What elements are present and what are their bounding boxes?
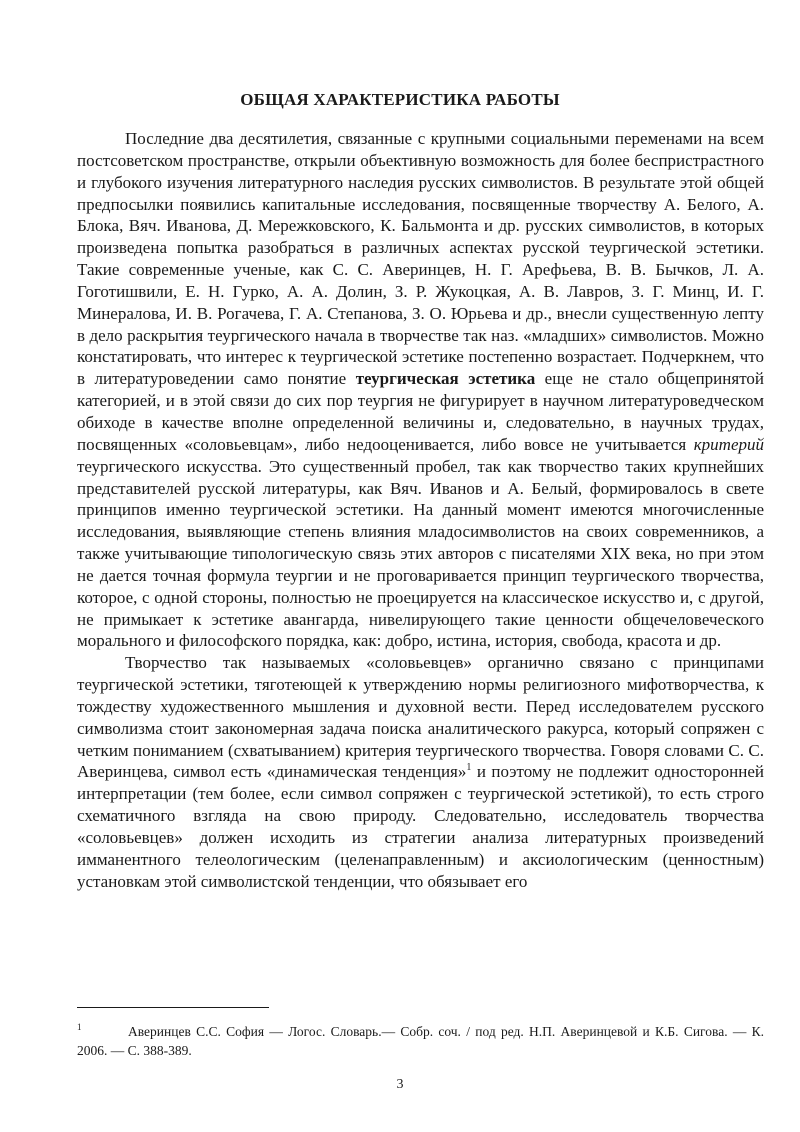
- body-text: [77, 128, 764, 893]
- footnote-text: Аверинцев С.С. София — Логос. Словарь.— Собр. соч. / под ред. Н.П. Аверинцевой и К.Б. Сигова. — К. 2006. — С. 388-389.: [77, 1024, 764, 1058]
- footnote: [77, 1022, 764, 1060]
- italic-term: критерий: [693, 434, 764, 454]
- paragraph-1-part-2: еще не стало общепринятой категорией, и в этой связи до сих пор теургия не фигурирует в научном литературоведческом обиходе в качестве вполне определенной величины и, следовательно, в научных трудах, посвященных «соловьевцам», либо недооценивается, либо вовсе не учитывается: [77, 369, 764, 454]
- paragraph-2-part-1: Творчество так называемых «соловьевцев» органично связано с принципами теургической эстетики, тяготеющей к утверждению нормы религиозного мифотворчества, к тождеству художественного мышления и духовной вести. Перед исследователем русского символизма стоит закономерная задача поиска аналитического ракурса, который сопряжен с четким пониманием (схватыванием) критерия теургического творчества. Говоря словами С. С. Аверинцева, символ есть «динамическая тенденция»: [77, 653, 764, 782]
- paragraph-1-part-1: Последние два десятилетия, связанные с крупными социальными переменами на всем постсоветском пространстве, открыли объективную возможность для более беспристрастного и глубокого изучения литературного наследия русских символистов. В результате этой общей предпосылки появились капитальные исследования, посвященные творчеству А. Белого, А. Блока, Вяч. Иванова, Д. Мережковского, К. Бальмонта и др. русских символистов, в которых произведена попытка разобраться в различных аспектах русской теургической эстетики. Такие современные ученые, как С. С. Аверинцев, Н. Г. Арефьева, В. В. Бычков, Л. А. Гоготишвили, Е. Н. Гурко, А. А. Долин, З. Р. Жукоцкая, А. В. Лавров, З. Г. Минц, И. Г. Минералова, И. В. Рогачева, Г. А. Степанова, З. О. Юрьева и др., внесли существенную лепту в дело раскрытия теургического начала в творчестве так наз. «младших» символистов. Можно констатировать, что интерес к теургической эстетике постепенно возрастает. Подчеркнем, что в литературоведении само понятие: [77, 129, 764, 389]
- page-title: ОБЩАЯ ХАРАКТЕРИСТИКА РАБОТЫ: [240, 90, 560, 109]
- bold-term: теургическая эстетика: [355, 369, 536, 389]
- paragraph-1-part-3: теургического искусства. Это существенный пробел, так как творчество таких крупнейших представителей русской литературы, как Вяч. Иванов и А. Белый, формировалось в свете принципов именно теургической эстетики. На данный момент имеются многочисленные исследования, выявляющие степень влияния младосимволистов на своих современников, а также учитывающие типологическую связь этих авторов с писателями XIX века, но при этом не дается точная формула теургии и не проговаривается принцип теургического творчества, которое, с одной стороны, полностью не проецируется на классическое искусство и, с другой, не примыкает к эстетике авангарда, нивелирующего такие ценности общечеловеческого морального и философского порядка, как: добро, истина, история, свобода, красота и др.: [77, 456, 764, 651]
- footnote-reference[interactable]: 1: [466, 762, 472, 774]
- paragraph-2-part-2: и поэтому не подлежит односторонней интерпретации (тем более, если символ сопряжен с теургической эстетикой), то есть строго схематичного взгляда на свою природу. Следовательно, исследователь творчества «соловьевцев» должен исходить из стратегии анализа литературных произведений имманентного телеологическим (целенаправленным) и аксиологическим (ценностным) установкам этой символистской тенденции, что обязывает его: [77, 762, 765, 891]
- paragraph-1: [77, 128, 764, 652]
- paragraph-2: [77, 652, 764, 892]
- footnote-marker: 1: [77, 1022, 82, 1032]
- page-number: 3: [396, 1077, 404, 1092]
- footnote-separator: [77, 1007, 269, 1008]
